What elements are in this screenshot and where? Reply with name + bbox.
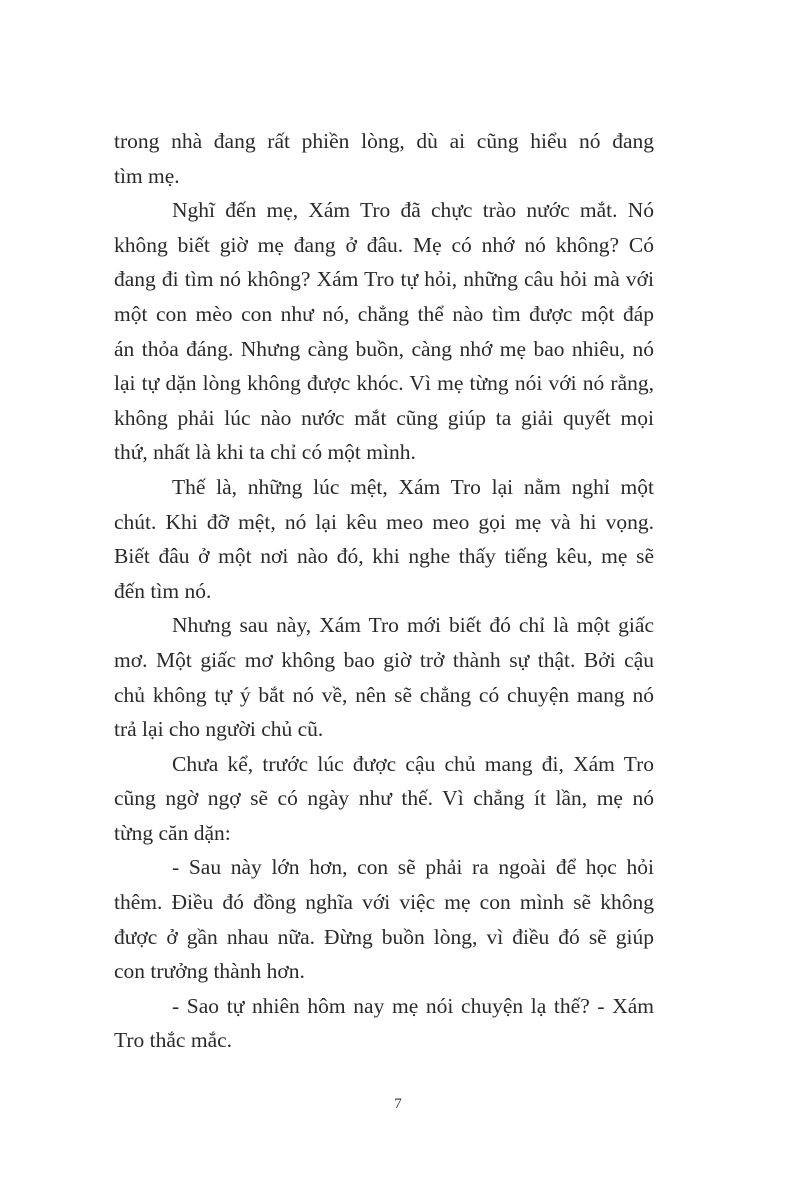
text-line: đang đi tìm nó không? Xám Tro tự hỏi, những câu hỏi mà với xyxy=(114,267,654,292)
text-line: Nhưng sau này, Xám Tro mới biết đó chỉ là một giấc xyxy=(172,613,654,638)
text-line: Nghĩ đến mẹ, Xám Tro đã chực trào nước mắt. Nó xyxy=(172,198,654,223)
text-line: đến tìm nó. xyxy=(114,578,212,603)
text-line: chủ không tự ý bắt nó về, nên sẽ chẳng có chuyện mang nó xyxy=(114,682,654,707)
page-number: 7 xyxy=(394,1096,402,1112)
body-text xyxy=(114,124,654,1058)
text-line: án thỏa đáng. Nhưng càng buồn, càng nhớ mẹ bao nhiêu, nó xyxy=(114,336,654,361)
text-line: không biết giờ mẹ đang ở đâu. Mẹ có nhớ nó không? Có xyxy=(114,232,654,257)
text-line: không phải lúc nào nước mắt cũng giúp ta giải quyết mọi xyxy=(114,405,654,430)
text-line: Thế là, những lúc mệt, Xám Tro lại nằm nghỉ một xyxy=(172,474,654,499)
text-line: được ở gần nhau nữa. Đừng buồn lòng, vì điều đó sẽ giúp xyxy=(114,924,654,949)
text-line: lại tự dặn lòng không được khóc. Vì mẹ từng nói với nó rằng, xyxy=(114,371,654,396)
text-line: Biết đâu ở một nơi nào đó, khi nghe thấy tiếng kêu, mẹ sẽ xyxy=(114,544,654,569)
text-line: - Sao tự nhiên hôm nay mẹ nói chuyện lạ thế? - Xám xyxy=(172,993,654,1018)
text-line: Chưa kể, trước lúc được cậu chủ mang đi, Xám Tro xyxy=(172,751,654,776)
text-line: - Sau này lớn hơn, con sẽ phải ra ngoài để học hỏi xyxy=(172,855,654,880)
text-line: một con mèo con như nó, chẳng thể nào tìm được một đáp xyxy=(114,301,654,326)
text-line: tìm mẹ. xyxy=(114,163,180,188)
text-line: thêm. Điều đó đồng nghĩa với việc mẹ con mình sẽ không xyxy=(114,890,654,915)
text-line: từng căn dặn: xyxy=(114,820,231,845)
text-line: con trưởng thành hơn. xyxy=(114,959,305,984)
text-line: trong nhà đang rất phiền lòng, dù ai cũng hiểu nó đang xyxy=(114,129,654,153)
text-line: thứ, nhất là khi ta chỉ có một mình. xyxy=(114,440,416,465)
text-line: Tro thắc mắc. xyxy=(114,1028,233,1053)
text-line: mơ. Một giấc mơ không bao giờ trở thành sự thật. Bởi cậu xyxy=(114,647,654,672)
text-line: cũng ngờ ngợ sẽ có ngày như thế. Vì chẳng ít lần, mẹ nó xyxy=(114,786,654,811)
text-line: chút. Khi đỡ mệt, nó lại kêu meo meo gọi mẹ và hi vọng. xyxy=(114,509,654,534)
text-line: trả lại cho người chủ cũ. xyxy=(114,717,324,742)
